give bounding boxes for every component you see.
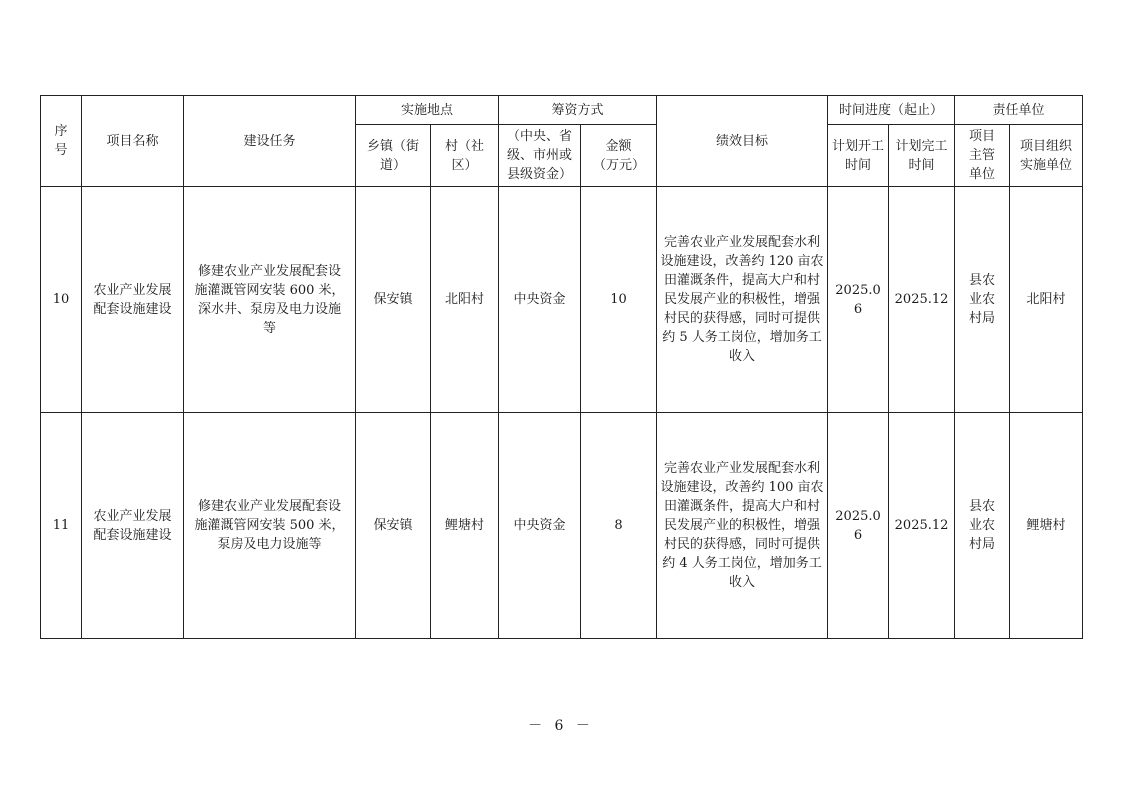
- cell-supervisor: 县农业农村局: [955, 187, 1010, 413]
- cell-town: 保安镇: [356, 413, 431, 639]
- header-project-name: 项目名称: [82, 96, 184, 187]
- header-task: 建设任务: [184, 96, 356, 187]
- cell-project-name: 农业产业发展配套设施建设: [82, 413, 184, 639]
- cell-amount: 10: [581, 187, 657, 413]
- cell-implementer: 北阳村: [1010, 187, 1083, 413]
- cell-village: 北阳村: [431, 187, 499, 413]
- header-location: 实施地点: [356, 96, 499, 125]
- cell-start: 2025.06: [828, 187, 889, 413]
- header-schedule: 时间进度（起止）: [828, 96, 955, 125]
- table-row: [41, 413, 1083, 639]
- header-amount: 金额（万元）: [581, 125, 657, 187]
- cell-seq: 11: [41, 413, 82, 639]
- cell-supervisor: 县农业农村局: [955, 413, 1010, 639]
- header-end: 计划完工时间: [889, 125, 955, 187]
- cell-town: 保安镇: [356, 187, 431, 413]
- cell-goal: 完善农业产业发展配套水利设施建设，改善约 120 亩农田灌溉条件，提高大户和村民发展产业的积极性，增强村民的获得感，同时可提供约 5 人务工岗位，增加务工收入: [657, 187, 828, 413]
- cell-task: 修建农业产业发展配套设施灌溉管网安装 600 米，深水井、泵房及电力设施等: [184, 187, 356, 413]
- cell-project-name: 农业产业发展配套设施建设: [82, 187, 184, 413]
- cell-source: 中央资金: [499, 187, 581, 413]
- cell-goal: 完善农业产业发展配套水利设施建设，改善约 100 亩农田灌溉条件，提高大户和村民发展产业的积极性，增强村民的获得感，同时可提供约 4 人务工岗位，增加务工收入: [657, 413, 828, 639]
- cell-seq: 10: [41, 187, 82, 413]
- cell-amount: 8: [581, 413, 657, 639]
- header-funding: 筹资方式: [499, 96, 657, 125]
- table-row: [41, 187, 1083, 413]
- cell-implementer: 鲤塘村: [1010, 413, 1083, 639]
- cell-source: 中央资金: [499, 413, 581, 639]
- header-goal: 绩效目标: [657, 96, 828, 187]
- header-village: 村（社区）: [431, 125, 499, 187]
- header-start: 计划开工时间: [828, 125, 889, 187]
- header-seq: 序号: [41, 96, 82, 187]
- project-table: [40, 95, 1083, 639]
- cell-task: 修建农业产业发展配套设施灌溉管网安装 500 米，泵房及电力设施等: [184, 413, 356, 639]
- header-source: （中央、省级、市州或县级资金）: [499, 125, 581, 187]
- header-supervisor: 项目主管单位: [955, 125, 1010, 187]
- page-number: － 6 －: [528, 718, 594, 734]
- header-row-top: [41, 96, 1083, 125]
- cell-village: 鲤塘村: [431, 413, 499, 639]
- header-town: 乡镇（街道）: [356, 125, 431, 187]
- header-responsible: 责任单位: [955, 96, 1083, 125]
- cell-end: 2025.12: [889, 413, 955, 639]
- cell-start: 2025.06: [828, 413, 889, 639]
- cell-end: 2025.12: [889, 187, 955, 413]
- header-implementer: 项目组织实施单位: [1010, 125, 1083, 187]
